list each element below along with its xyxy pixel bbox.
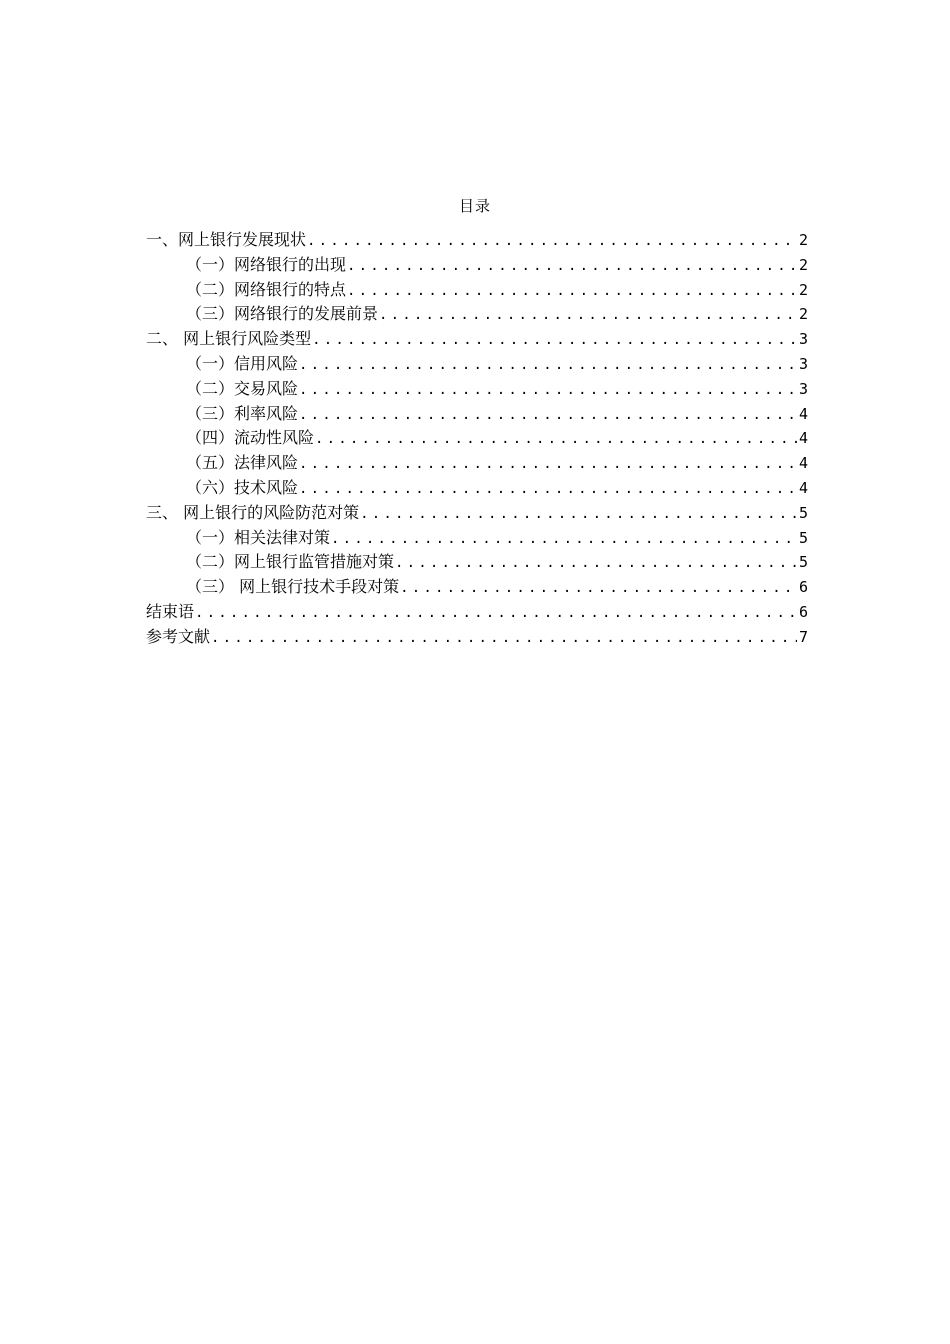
toc-page-number: 2 (798, 305, 808, 324)
toc-entry[interactable] (146, 575, 808, 600)
toc-entry-label: （三） 网上银行技术手段对策 (186, 577, 400, 597)
toc-page-number: 5 (798, 503, 808, 522)
toc-entry[interactable] (146, 302, 808, 327)
toc-page-number: 7 (798, 627, 808, 646)
toc-entry-label: （二）网上银行监管措施对策 (186, 552, 395, 572)
toc-dot-leader (299, 452, 797, 477)
toc-entry[interactable] (146, 278, 808, 303)
toc-entry[interactable] (146, 625, 808, 650)
toc-dot-leader (299, 477, 797, 502)
toc-entry-label: （三）利率风险 (186, 403, 299, 423)
toc-dot-leader (307, 229, 797, 254)
toc-entry[interactable] (146, 426, 808, 451)
toc-dot-leader (379, 303, 797, 328)
toc-dot-leader (400, 576, 797, 601)
toc-entry[interactable] (146, 402, 808, 427)
toc-page-number: 4 (798, 478, 808, 497)
toc-entry[interactable] (146, 253, 808, 278)
toc-page-number: 3 (798, 379, 808, 398)
toc-entry[interactable] (146, 327, 808, 352)
toc-dot-leader (312, 328, 797, 353)
toc-page-number: 3 (798, 354, 808, 373)
toc-page-number: 2 (798, 231, 808, 249)
toc-page-number: 2 (798, 255, 808, 274)
toc-entry[interactable] (146, 501, 808, 526)
toc-dot-leader (315, 427, 797, 452)
toc-dot-leader (395, 551, 797, 576)
toc-dot-leader (195, 601, 797, 626)
toc-entry-label: （二）网络银行的特点 (186, 279, 347, 299)
toc-entry-label: 二、 网上银行风险类型 (146, 329, 312, 349)
toc-entry[interactable] (146, 451, 808, 476)
toc-dot-leader (347, 254, 797, 279)
toc-dot-leader (211, 626, 797, 651)
toc-dot-leader (360, 502, 797, 527)
toc-page-number: 4 (798, 404, 808, 423)
toc-dot-leader (299, 378, 797, 403)
toc-entry-label: 一、网上银行发展现状 (146, 230, 307, 249)
toc-page-number: 6 (798, 602, 808, 621)
toc-entry-label: （三）网络银行的发展前景 (186, 304, 379, 324)
toc-entry-label: （四）流动性风险 (186, 428, 315, 448)
toc-dot-leader (347, 279, 797, 304)
toc-title: 目录 (458, 197, 491, 215)
toc-dot-leader (299, 403, 797, 428)
toc-page-number: 3 (798, 330, 808, 349)
toc-entry-label: （一）信用风险 (186, 353, 299, 373)
toc-entry-label: （五）法律风险 (186, 453, 299, 473)
toc-entry[interactable] (146, 352, 808, 377)
toc-page-number: 4 (798, 454, 808, 473)
toc-entry-label: 结束语 (146, 601, 195, 621)
toc-page-number: 4 (798, 429, 808, 448)
toc-entry[interactable] (146, 550, 808, 575)
toc-entry-label: 参考文献 (146, 626, 211, 646)
toc-entry-label: （一）网络银行的出现 (186, 254, 347, 274)
toc-dot-leader (331, 527, 797, 552)
toc-dot-leader (299, 353, 797, 378)
toc-entry[interactable] (146, 476, 808, 501)
toc-page-number: 5 (798, 553, 808, 572)
toc-page-number: 6 (798, 578, 808, 597)
toc-page-number: 5 (798, 528, 808, 547)
toc-entry-label: （一）相关法律对策 (186, 527, 331, 547)
toc-entry-label: 三、 网上银行的风险防范对策 (146, 502, 360, 522)
toc-entry[interactable] (146, 526, 808, 551)
toc-entry[interactable] (146, 377, 808, 402)
toc-entry[interactable] (146, 600, 808, 625)
toc-entry[interactable] (146, 228, 808, 253)
toc-entry-label: （六）技术风险 (186, 477, 299, 497)
toc-page-number: 2 (798, 280, 808, 299)
toc-entry-label: （二）交易风险 (186, 378, 299, 398)
table-of-contents (146, 228, 808, 650)
